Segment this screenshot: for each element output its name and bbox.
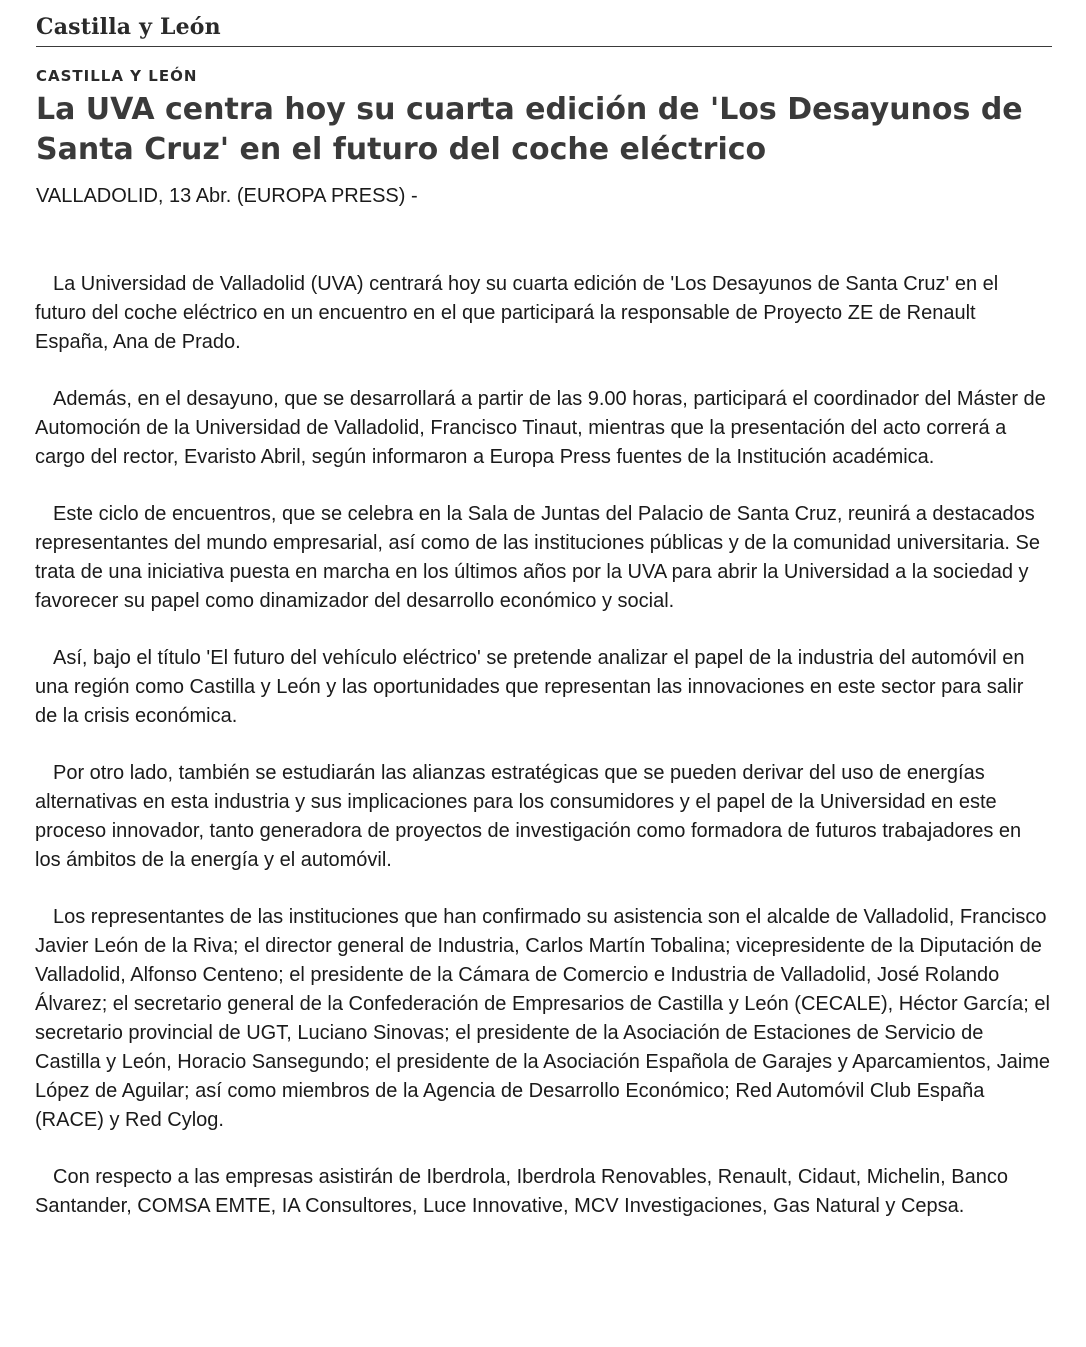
article-paragraph: Además, en el desayuno, que se desarrollará a partir de las 9.00 horas, participará el coordinador del Máster de Automoción de la Universidad de Valladolid, Francisco Tinaut, mientras que la presentación del acto correrá a cargo del rector, Evaristo Abril, según informaron a Europa Press fuentes de la Institución académica.	[35, 388, 1046, 468]
article-paragraph: Este ciclo de encuentros, que se celebra en la Sala de Juntas del Palacio de Santa Cruz, reunirá a destacados representantes del mundo empresarial, así como de las instituciones públicas y de la comunidad universitaria. Se trata de una iniciativa puesta en marcha en los últimos años por la UVA para abrir la Universidad a la sociedad y favorecer su papel como dinamizador del desarrollo económico y social.	[35, 503, 1040, 612]
masthead-divider	[36, 46, 1052, 47]
article-headline: La UVA centra hoy su cuarta edición de 'Los Desayunos de Santa Cruz' en el futuro del coche eléctrico	[36, 92, 1023, 167]
article-paragraph: La Universidad de Valladolid (UVA) centrará hoy su cuarta edición de 'Los Desayunos de Santa Cruz' en el futuro del coche eléctrico en un encuentro en el que participará la responsable de Proyecto ZE de Renault España, Ana de Prado.	[35, 273, 999, 353]
article-paragraph: Con respecto a las empresas asistirán de Iberdrola, Iberdrola Renovables, Renault, Cidaut, Michelin, Banco Santander, COMSA EMTE, IA Consultores, Luce Innovative, MCV Investigaciones, Gas Natural y Cepsa.	[35, 1166, 1008, 1217]
section-label: CASTILLA Y LEÓN	[36, 67, 198, 85]
article-dateline: VALLADOLID, 13 Abr. (EUROPA PRESS) -	[36, 185, 418, 207]
article-paragraph: Los representantes de las instituciones que han confirmado su asistencia son el alcalde de Valladolid, Francisco Javier León de la Riva; el director general de Industria, Carlos Martín Tobalina; vicepresidente de la Diputación de Valladolid, Alfonso Centeno; el presidente de la Cámara de Comercio e Industria de Valladolid, José Rolando Álvarez; el secretario general de la Confederación de Empresarios de Castilla y León (CECALE), Héctor García; el secretario provincial de UGT, Luciano Sinovas; el presidente de la Asociación de Estaciones de Servicio de Castilla y León, Horacio Sansegundo; el presidente de la Asociación Española de Garajes y Aparcamientos, Jaime López de Aguilar; así como miembros de la Agencia de Desarrollo Económico; Red Automóvil Club España (RACE) y Red Cylog.	[35, 906, 1051, 1131]
article-paragraph: Por otro lado, también se estudiarán las alianzas estratégicas que se pueden derivar del uso de energías alternativas en esta industria y sus implicaciones para los consumidores y el papel de la Universidad en este proceso innovador, tanto generadora de proyectos de investigación como formadora de futuros trabajadores en los ámbitos de la energía y el automóvil.	[35, 762, 1022, 871]
article-paragraph: Así, bajo el título 'El futuro del vehículo eléctrico' se pretende analizar el papel de la industria del automóvil en una región como Castilla y León y las oportunidades que representan las innovaciones en este sector para salir de la crisis económica.	[35, 647, 1025, 727]
article-body	[35, 270, 1051, 1249]
publication-masthead: Castilla y León	[36, 14, 221, 40]
